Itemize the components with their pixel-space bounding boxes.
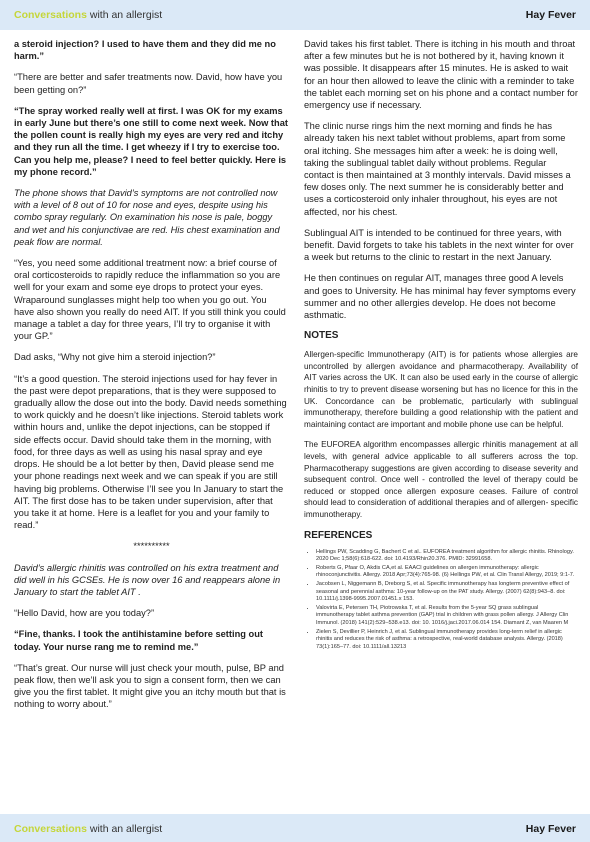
left_column-paragraph: David’s allergic rhinitis was controlled on his extra treatment and did well in his GCSEs. He is now over 16 and reappears alone in January to start the tablet AIT . (14, 562, 281, 597)
header-section-title: Hay Fever (525, 9, 576, 21)
left_column-paragraph: ********** (133, 541, 170, 552)
footer-brand-highlight: Conversations (14, 823, 87, 835)
reference-item: • Zielen S, Devillier P, Heinrich J, et al. Sublingual immunotherapy provides long-term relief in allergic rhinitis and reduces the risk of asthma: a retrospective, real-world database analysis. Allergy. (2018) 73(1):165–77. doi: 10.1111/all.13213 (316, 629, 578, 652)
page-header (0, 0, 590, 30)
right_column-paragraph: He then continues on regular AIT, manages three good A levels and goes to University. He has minimal hay fever symptoms every summer and no other allergies develop. He does not become asthmatic. (304, 273, 576, 321)
header-brand-highlight: Conversations (14, 9, 87, 21)
references-heading: REFERENCES (304, 529, 373, 541)
left_column-paragraph: “That’s great. Our nurse will just check your mouth, pulse, BP and peak flow, then we’ll ask you to sign a consent form, then we can give you the first tablet. It might give you an itchy mouth but that is nothing to worry about.” (14, 662, 286, 710)
left_column-paragraph: a steroid injection? I used to have them and they did me no harm.” (14, 39, 276, 62)
left_column-paragraph: “Fine, thanks. I took the antihistamine before setting out today. Your nurse rang me to remind me.” (14, 629, 263, 652)
page-footer (0, 814, 590, 842)
right_column-paragraph: The clinic nurse rings him the next morning and finds he has already taken his next tablet without problems, apart from some oral itching. She messages him after a week: he is doing well, taking the sublingual tablet daily without problems. Regular contact is then maintained at 3 monthly intervals. David misses a few doses only. The next summer he is considerably better and uses a corticosteroid only inhaler throughout, his eyes are not affected, nor his chest. (304, 121, 571, 217)
left_column-paragraph: “Hello David, how are you today?” (14, 608, 155, 619)
header-brand (14, 9, 162, 21)
notes-body (304, 349, 578, 520)
footer-brand-rest: with an allergist (89, 823, 163, 835)
right-column (304, 38, 578, 652)
right_column-paragraph: David takes his first tablet. There is itching in his mouth and throat after a few minutes but he is not bothered by it, having known it was possible. It disappears after 15 minutes. He is asked to wait for an hour then allowed to leave the clinic with a reminder to take the tablet each morning set on his phone and a contact number for emergency use if necessary. (304, 39, 578, 111)
right_column-paragraph: Sublingual AIT is intended to be continued for three years, with benefit. David forgets to take his tablets in the next winter for over a week but returns to the clinic to restart in the next January. (304, 227, 574, 263)
left_column-paragraph: “The spray worked really well at first. I was OK for my exams in early June but there’s one still to come next week. Now that the pollen count is really high my eyes are very red and itchy and they run all the time. I get wheezy if I try to exercise too. Can you help me, please? I need to feel better quickly. Here is my phone record.” (14, 105, 288, 177)
left_column-paragraph: “Yes, you need some additional treatment now: a brief course of oral corticosteroids to rapidly reduce the inflammation so you are well for your exam and some eye drops to protect your eyes. Wraparound sunglasses might help too when you go out. You have also shown you really do need AIT. If you still think you could manage a tablet a day for three years, I’ll try to organise it with your GP.” (14, 258, 286, 342)
header-brand-rest: with an allergist (89, 9, 163, 21)
left_column-paragraph: The phone shows that David’s symptoms are not controlled now with a level of 8 out of 10 for nose and eyes, despite using his combo spray regularly. On examination his nose is pale, boggy and wet and his conjunctivae are red. His chest examination and peak flow are normal. (14, 188, 280, 247)
footer-section-title: Hay Fever (525, 823, 576, 835)
notes-paragraph: Allergen-specific Immunotherapy (AIT) is for patients whose allergies are uncontrolled by allergen avoidance and pharmacotherapy. Availability of AIT varies across the UK. It can also be used early in the course of allergic rhinitis to try to prevent disease worsening but has no licence for this in the UK. Concordance can be problematic, particularly with sublingual immunotherapy, therefore building a good relationship with the patient and maintaining contact are important and mobile phone use can be helpful. (304, 350, 578, 429)
reference-item: • Roberts G, Pfaar O, Akdis CA,et al. EAACI guidelines on allergen immunotherapy: allergic rhinoconjunctivitis. Allergy. 2018 Apr;73(4):765-98. (6) Hellings PW, et al. Clin Transl Allergy, 2019; 9:1-7. (316, 565, 578, 580)
footer-brand (14, 823, 162, 835)
right-column-paragraphs (304, 38, 578, 321)
left_column-paragraph: Dad asks, “Why not give him a steroid injection?” (14, 352, 216, 363)
left-column (14, 38, 289, 720)
references-list (304, 549, 578, 652)
left_column-paragraph: “There are better and safer treatments now. David, how have you been getting on?” (14, 72, 283, 95)
reference-item: • Hellings PW, Scadding G, Bachert C et al.. EUFOREA treatment algorithm for allergic rhinitis. Rhinology. 2020 Dec 1;58(6):618-622. doi: 10.4193/Rhin20.376. PMID: 32991658. (316, 549, 578, 564)
reference-item: • Valovirta E, Petersen TH, Piotrowska T, et al. Results from the 5-year SQ grass sublingual immunotherapy tablet asthma prevention (GAP) trial in children with grass pollen allergy. J Allergy Clin Immunol. (2018) 141(2):529–538.e13. doi: 10. 1016/j.jaci.2017.06.014 154. Diamant Z, van Maaren M (316, 605, 578, 628)
left_column-paragraph: “It’s a good question. The steroid injections used for hay fever in the past were depot preparations, that is they were supposed to gradually allow the dose out into the body. David needs something to work quickly and he doesn’t like injections. Steroid tablets work within hours and, unlike the depot injections, can be stopped if side effects occur. David should take them in the morning, with food, for three days as well as using his nasal spray and eye drops. He should be a lot better by then, David please send me your phone readings next week and we can speak if you are still having big problems. Otherwise I’ll see you In January to start the AIT. The first dose has to be taken under supervision, after that you take it at home. Here is a leaflet for you and your family to read.” (14, 373, 287, 531)
notes-heading: NOTES (304, 330, 339, 342)
notes-paragraph: The EUFOREA algorithm encompasses allergic rhinitis management at all levels, with general advice applicable to all sufferers across the top. Pharmacotherapy suggestions are given according to disease severity and subsequent control. Once well - controlled the level of therapy could be reduced or stopped once allergen exposure ceases. Failure of control should lead to consideration of additional therapies and of allergen- specific immunotherapy. (304, 440, 578, 519)
reference-item: • Jacobsen L, Niggemann B, Dreborg S, et al. Specific immunotherapy has longterm preventive effect of seasonal and perennial asthma: 10-year follow-up on the PAT study. Allergy. (2007) 62(8):943–8. doi: 10.1111/j.1398-9995.2007.01451.x 153. (316, 581, 578, 604)
